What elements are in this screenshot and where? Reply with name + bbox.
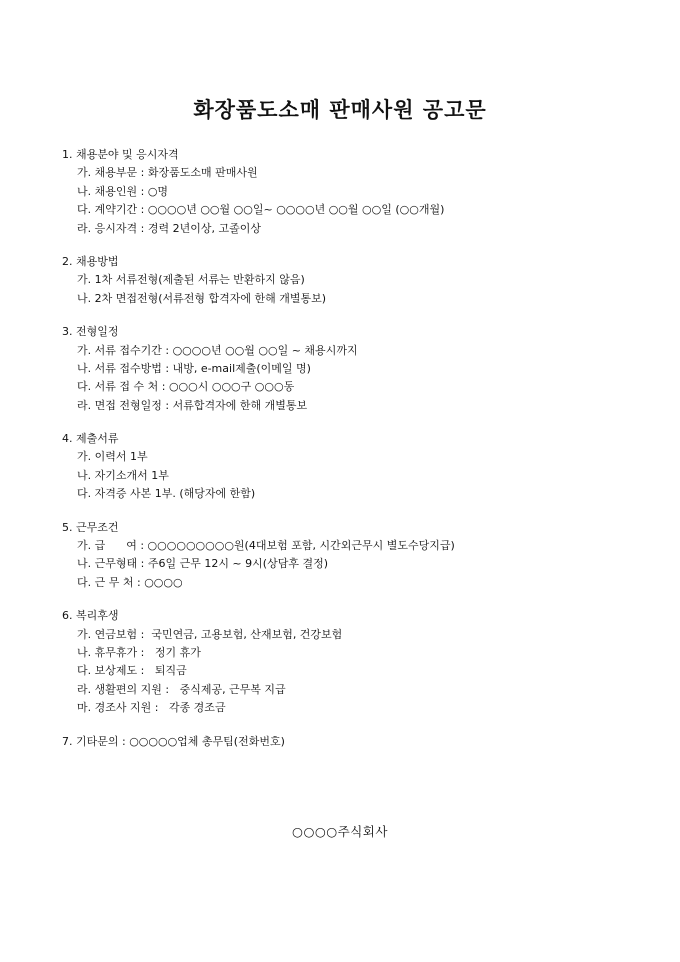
- list-item: 가. 서류 접수기간 : ○○○○년 ○○월 ○○일 ~ 채용시까지: [77, 343, 358, 357]
- section-heading: 4. 제출서류: [62, 432, 119, 446]
- section-recruitment-method: [62, 253, 662, 308]
- list-item: 나. 2차 면접전형(서류전형 합격자에 한해 개별통보): [77, 291, 327, 305]
- section-heading: 3. 전형일정: [62, 325, 119, 339]
- company-name: ○○○○주식회사: [292, 824, 388, 839]
- list-item: 가. 이력서 1부: [77, 450, 148, 464]
- list-item: 나. 휴무휴가 : 정기 휴가: [77, 645, 201, 659]
- document-body: [62, 146, 662, 766]
- section-working-conditions: [62, 519, 662, 593]
- list-item: 나. 채용인원 : ○명: [77, 184, 169, 198]
- list-item: 가. 1차 서류전형(제출된 서류는 반환하지 않음): [77, 273, 305, 287]
- section-documents: [62, 430, 662, 504]
- list-item: 라. 면접 전형일정 : 서류합격자에 한해 개별통보: [77, 398, 308, 412]
- section-heading: 7. 기타문의 : ○○○○○업체 총무팀(전화번호): [62, 734, 285, 748]
- list-item: 다. 근 무 처 : ○○○○: [77, 575, 183, 589]
- section-benefits: [62, 607, 662, 717]
- list-item: 가. 급 여 : ○○○○○○○○○원(4대보험 포함, 시간외근무시 별도수당지급): [77, 539, 455, 553]
- section-heading: 2. 채용방법: [62, 254, 119, 268]
- list-item: 다. 자격증 사본 1부. (해당자에 한함): [77, 487, 256, 501]
- list-item: 라. 응시자격 : 경력 2년이상, 고졸이상: [77, 221, 261, 235]
- list-item: 마. 경조사 지원 : 각종 경조금: [77, 701, 226, 715]
- section-heading: 1. 채용분야 및 응시자격: [62, 148, 179, 161]
- section-schedule: [62, 323, 662, 415]
- list-item: 라. 생활편의 지원 : 중식제공, 근무복 지급: [77, 682, 286, 696]
- list-item: 다. 계약기간 : ○○○○년 ○○월 ○○일~ ○○○○년 ○○월 ○○일 (○○개월): [77, 203, 445, 217]
- list-item: 가. 연금보험 : 국민연금, 고용보험, 산재보험, 건강보험: [77, 627, 343, 641]
- list-item: 나. 근무형태 : 주6일 근무 12시 ~ 9시(상담후 결정): [77, 557, 328, 571]
- list-item: 다. 서류 접 수 처 : ○○○시 ○○○구 ○○○동: [77, 380, 295, 394]
- list-item: 나. 자기소개서 1부: [77, 468, 169, 482]
- page-title: 화장품도소매 판매사원 공고문: [193, 98, 487, 122]
- section-inquiry: [62, 733, 662, 751]
- section-heading: 5. 근무조건: [62, 520, 119, 534]
- list-item: 다. 보상제도 : 퇴직금: [77, 664, 187, 678]
- section-heading: 6. 복리후생: [62, 609, 119, 623]
- section-recruitment-field: [62, 146, 662, 238]
- list-item: 가. 채용부문 : 화장품도소매 판매사원: [77, 166, 258, 180]
- list-item: 나. 서류 접수방법 : 내방, e-mail제출(이메일 명): [77, 361, 311, 375]
